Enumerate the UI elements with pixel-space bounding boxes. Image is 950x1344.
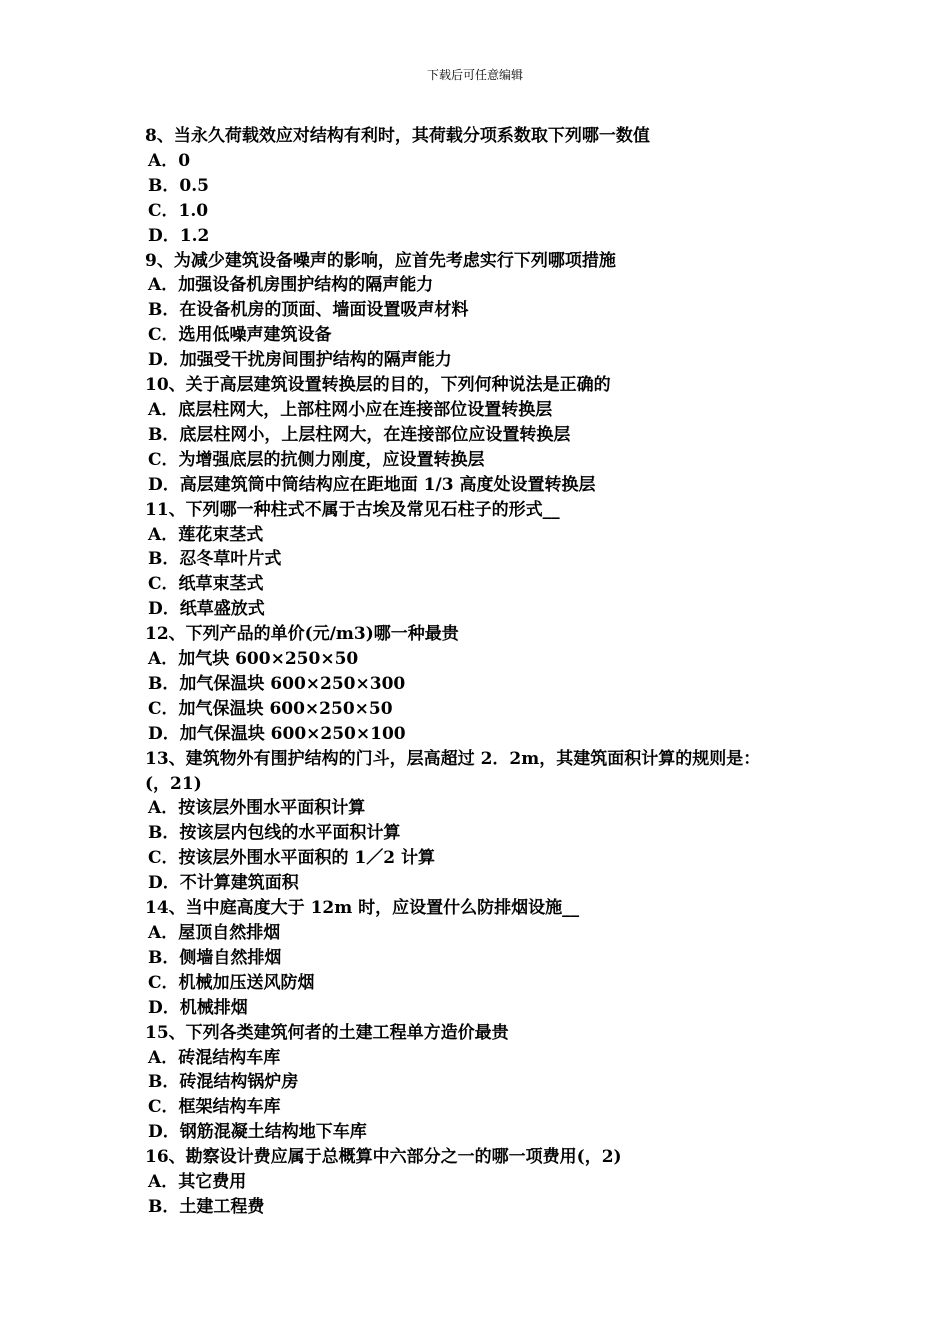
answer-option: A．其它费用 [148,1172,247,1193]
answer-option: D．不计算建筑面积 [148,873,299,894]
answer-option: D．纸草盛放式 [148,599,265,620]
answer-option: D．加气保温块 600×250×100 [148,723,406,744]
question-text: 9、为减少建筑设备噪声的影响，应首先考虑实行下列哪项措施 [145,250,616,271]
answer-option: C．1.0 [148,200,209,221]
answer-option: D．钢筋混凝土结构地下车库 [148,1122,367,1143]
question-text: 15、下列各类建筑何者的土建工程单方造价最贵 [145,1022,509,1043]
answer-option: A．砖混结构车库 [148,1047,281,1068]
answer-option: B．按该层内包线的水平面积计算 [148,823,401,844]
question-text: 11、下列哪一种柱式不属于古埃及常见石柱子的形式__ [145,499,560,520]
question-text: 13、建筑物外有围护结构的门斗，层高超过 2．2m，其建筑面积计算的规则是： [145,748,761,769]
answer-option: B．0.5 [148,175,209,196]
answer-option: B．土建工程费 [148,1196,265,1217]
answer-option: A．屋顶自然排烟 [148,923,281,943]
question-text: 16、勘察设计费应属于总概算中六部分之一的哪一项费用(，2) [145,1147,622,1168]
question-text: 12、下列产品的单价(元/m3)哪一种最贵 [145,624,459,645]
question-text: 10、关于高层建筑设置转换层的目的，下列何种说法是正确的 [145,375,611,396]
answer-option: A．底层柱网大，上部柱网小应在连接部位设置转换层 [148,399,553,420]
question-text: 8、当永久荷载效应对结构有利时，其荷载分项系数取下列哪一数值 [145,126,650,146]
answer-option: D．1.2 [148,225,210,246]
answer-option: C．选用低噪声建筑设备 [148,325,332,346]
answer-option: C．加气保温块 600×250×50 [148,698,393,719]
answer-option: B．底层柱网小，上层柱网大，在连接部位应设置转换层 [148,424,571,445]
answer-option: A．莲花束茎式 [148,524,264,545]
answer-option: B．侧墙自然排烟 [148,947,282,968]
answer-option: D．高层建筑筒中筒结构应在距地面 1/3 高度处设置转换层 [148,474,596,495]
question-text: (，21) [145,773,202,794]
answer-option: A．按该层外围水平面积计算 [148,798,366,819]
answer-option: C．框架结构车库 [148,1097,281,1118]
answer-option: A．0 [148,150,191,171]
question-list [145,124,835,1220]
answer-option: A．加强设备机房围护结构的隔声能力 [148,275,434,296]
answer-option: C．为增强底层的抗侧力刚度，应设置转换层 [148,449,485,470]
answer-option: B．忍冬草叶片式 [148,549,282,570]
answer-option: D．机械排烟 [148,997,248,1018]
answer-option: B．在设备机房的顶面、墙面设置吸声材料 [148,300,469,321]
answer-option: C．机械加压送风防烟 [148,972,315,993]
answer-option: B．加气保温块 600×250×300 [148,673,406,694]
answer-option: B．砖混结构锅炉房 [148,1072,299,1093]
answer-option: D．加强受干扰房间围护结构的隔声能力 [148,350,452,371]
answer-option: C．纸草束茎式 [148,574,264,595]
page-header: 下载后可任意编辑 [426,68,523,82]
question-text: 14、当中庭高度大于 12m 时，应设置什么防排烟设施__ [145,898,580,919]
answer-option: A．加气块 600×250×50 [148,649,359,670]
answer-option: C．按该层外围水平面积的 1／2 计算 [148,848,436,869]
